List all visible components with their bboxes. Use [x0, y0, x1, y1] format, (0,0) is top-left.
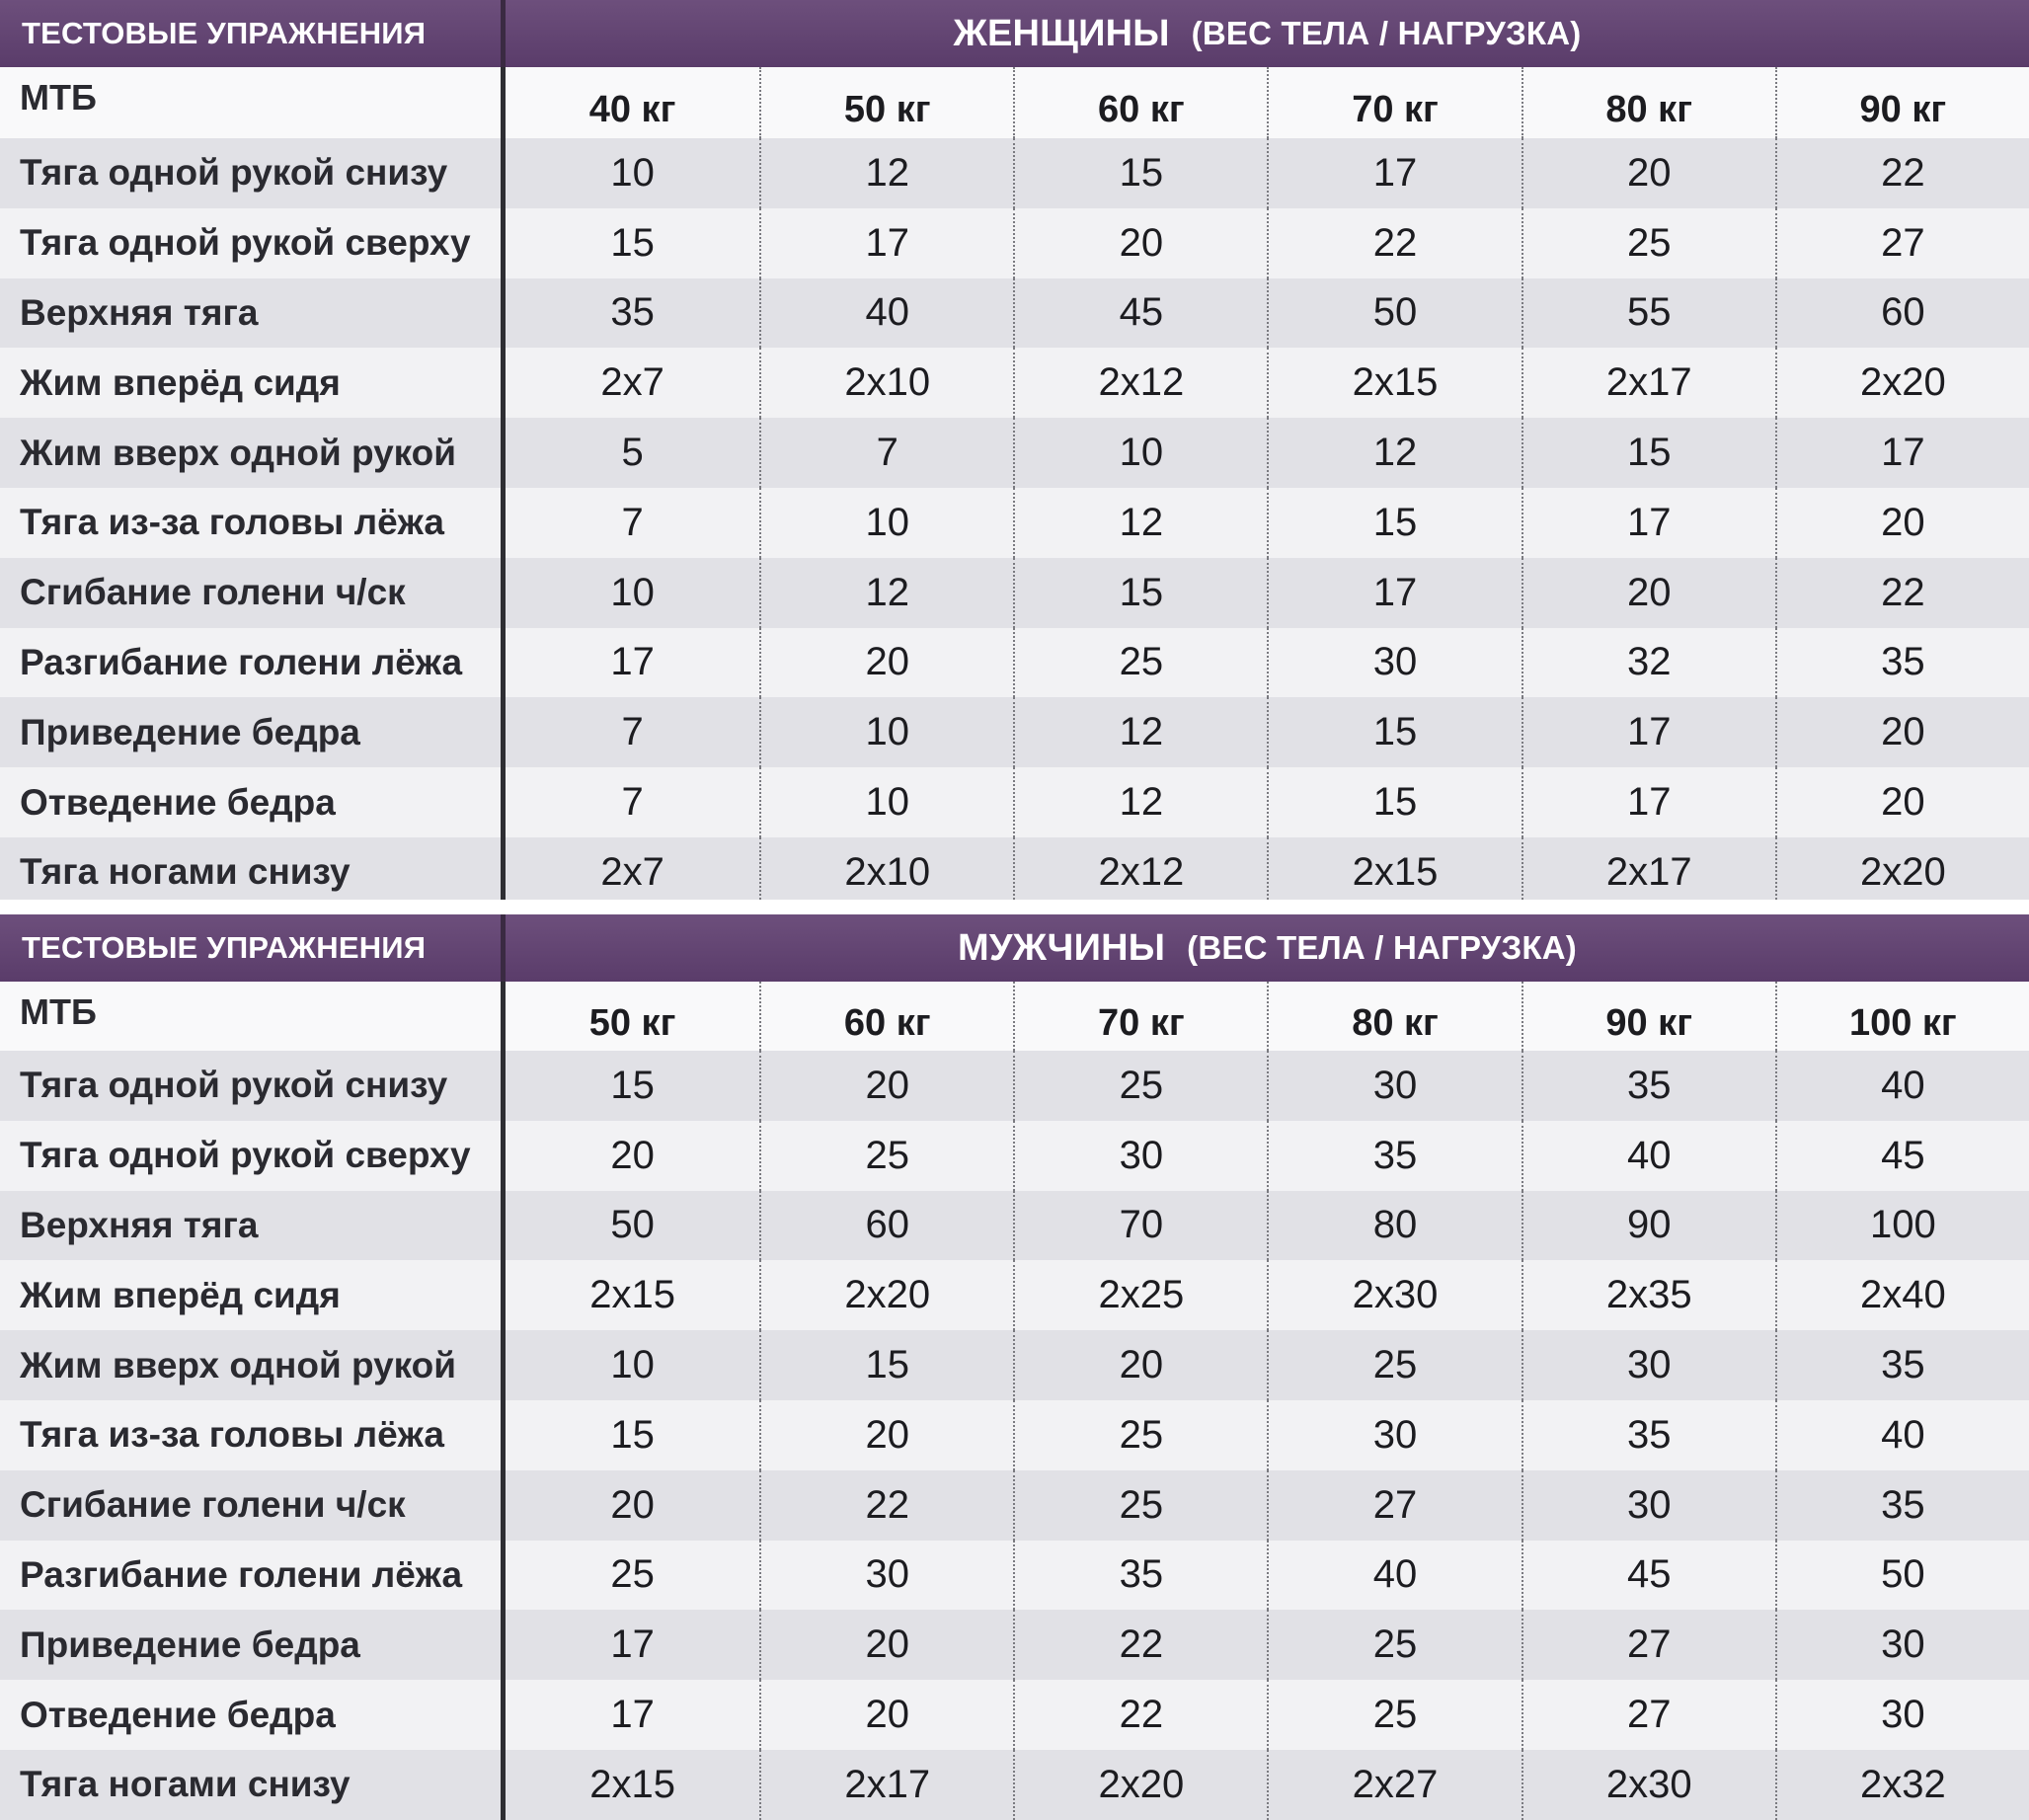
load-value-cell: 32 — [1522, 628, 1775, 698]
load-value-cell: 10 — [759, 697, 1013, 767]
load-value-cell: 45 — [1522, 1541, 1775, 1611]
load-value-cell: 2x30 — [1267, 1260, 1521, 1330]
load-value-cell: 40 — [759, 278, 1013, 349]
load-value-cell: 20 — [759, 628, 1013, 698]
load-value-cell: 50 — [1775, 1541, 2029, 1611]
exercise-label: Приведение бедра — [0, 1610, 506, 1680]
exercise-label: Жим вперёд сидя — [0, 1260, 506, 1330]
weight-column-header: 90 кг — [1522, 982, 1775, 1051]
load-value-cell: 55 — [1522, 278, 1775, 349]
load-value-cell: 7 — [506, 697, 759, 767]
weight-column-header: 90 кг — [1775, 67, 2029, 138]
load-value-cell: 15 — [759, 1330, 1013, 1400]
load-value-cell: 60 — [759, 1191, 1013, 1261]
load-value-cell: 45 — [1775, 1121, 2029, 1191]
exercise-label: Сгибание голени ч/ск — [0, 1470, 506, 1541]
load-value-cell: 12 — [759, 138, 1013, 208]
exercise-label: Сгибание голени ч/ск — [0, 558, 506, 628]
load-value-cell: 20 — [1775, 697, 2029, 767]
row-head-label: МТБ — [0, 982, 506, 1051]
load-value-cell: 40 — [1522, 1121, 1775, 1191]
load-value-cell: 12 — [1013, 488, 1267, 558]
men-load-table — [0, 914, 2029, 1820]
load-value-cell: 35 — [1775, 1470, 2029, 1541]
load-value-cell: 25 — [1013, 1400, 1267, 1470]
load-value-cell: 22 — [1013, 1610, 1267, 1680]
load-value-cell: 17 — [1522, 488, 1775, 558]
exercise-label: Разгибание голени лёжа — [0, 628, 506, 698]
weight-column-header: 60 кг — [759, 982, 1013, 1051]
load-value-cell: 22 — [1013, 1680, 1267, 1750]
load-value-cell: 2x20 — [1013, 1750, 1267, 1820]
load-value-cell: 12 — [1013, 767, 1267, 837]
weight-column-header: 80 кг — [1267, 982, 1521, 1051]
load-value-cell: 10 — [506, 558, 759, 628]
exercise-label: Отведение бедра — [0, 767, 506, 837]
load-value-cell: 50 — [1267, 278, 1521, 349]
load-value-cell: 2x27 — [1267, 1750, 1521, 1820]
load-value-cell: 2x15 — [1267, 837, 1521, 908]
load-value-cell: 12 — [1267, 418, 1521, 488]
weight-column-header: 80 кг — [1522, 67, 1775, 138]
load-value-cell: 25 — [506, 1541, 759, 1611]
load-value-cell: 90 — [1522, 1191, 1775, 1261]
load-value-cell: 20 — [759, 1051, 1013, 1121]
load-value-cell: 30 — [1522, 1470, 1775, 1541]
weight-column-header: 100 кг — [1775, 982, 2029, 1051]
exercise-label: Верхняя тяга — [0, 1191, 506, 1261]
load-value-cell: 2x7 — [506, 837, 759, 908]
exercise-label: Жим вверх одной рукой — [0, 1330, 506, 1400]
exercises-header: ТЕСТОВЫЕ УПРАЖНЕНИЯ — [0, 914, 506, 982]
exercise-label: Разгибание голени лёжа — [0, 1541, 506, 1611]
load-value-cell: 35 — [506, 278, 759, 349]
load-value-cell: 25 — [1267, 1680, 1521, 1750]
load-value-cell: 50 — [506, 1191, 759, 1261]
exercise-label: Тяга ногами снизу — [0, 1750, 506, 1820]
load-value-cell: 15 — [1522, 418, 1775, 488]
load-value-cell: 2x30 — [1522, 1750, 1775, 1820]
load-value-cell: 2x12 — [1013, 348, 1267, 418]
load-value-cell: 25 — [1013, 1051, 1267, 1121]
load-value-cell: 20 — [1775, 767, 2029, 837]
load-value-cell: 20 — [759, 1400, 1013, 1470]
load-value-cell: 60 — [1775, 278, 2029, 349]
load-value-cell: 30 — [1775, 1680, 2029, 1750]
gender-header — [506, 914, 2029, 982]
exercise-label: Отведение бедра — [0, 1680, 506, 1750]
load-value-cell: 25 — [1013, 1470, 1267, 1541]
load-value-cell: 10 — [506, 138, 759, 208]
load-value-cell: 40 — [1775, 1051, 2029, 1121]
load-value-cell: 17 — [1522, 697, 1775, 767]
load-value-cell: 2x17 — [1522, 837, 1775, 908]
load-value-cell: 27 — [1522, 1680, 1775, 1750]
gender-title: МУЖЧИНЫ — [957, 926, 1166, 969]
load-value-cell: 2x10 — [759, 348, 1013, 418]
exercises-header: ТЕСТОВЫЕ УПРАЖНЕНИЯ — [0, 0, 506, 67]
load-value-cell: 17 — [506, 628, 759, 698]
weight-column-header: 40 кг — [506, 67, 759, 138]
load-value-cell: 22 — [1775, 558, 2029, 628]
women-load-table — [0, 0, 2029, 908]
load-value-cell: 17 — [1267, 558, 1521, 628]
weight-column-header: 60 кг — [1013, 67, 1267, 138]
exercise-label: Приведение бедра — [0, 697, 506, 767]
load-value-cell: 30 — [759, 1541, 1013, 1611]
load-value-cell: 35 — [1522, 1051, 1775, 1121]
load-value-cell: 45 — [1013, 278, 1267, 349]
load-value-cell: 35 — [1267, 1121, 1521, 1191]
load-value-cell: 15 — [1267, 488, 1521, 558]
load-value-cell: 100 — [1775, 1191, 2029, 1261]
load-value-cell: 20 — [1775, 488, 2029, 558]
load-value-cell: 40 — [1267, 1541, 1521, 1611]
exercise-label: Тяга одной рукой сверху — [0, 208, 506, 278]
load-value-cell: 20 — [759, 1680, 1013, 1750]
load-value-cell: 2x15 — [506, 1260, 759, 1330]
load-value-cell: 17 — [1775, 418, 2029, 488]
load-value-cell: 2x20 — [1775, 348, 2029, 418]
exercise-label: Жим вверх одной рукой — [0, 418, 506, 488]
load-value-cell: 2x20 — [1775, 837, 2029, 908]
load-value-cell: 20 — [1013, 208, 1267, 278]
load-value-cell: 17 — [1267, 138, 1521, 208]
load-value-cell: 35 — [1775, 628, 2029, 698]
load-value-cell: 15 — [1267, 767, 1521, 837]
table-divider — [0, 900, 2029, 914]
load-value-cell: 17 — [506, 1610, 759, 1680]
load-value-cell: 2x17 — [1522, 348, 1775, 418]
load-value-cell: 20 — [1013, 1330, 1267, 1400]
load-value-cell: 12 — [759, 558, 1013, 628]
load-value-cell: 2x15 — [1267, 348, 1521, 418]
exercise-label: Тяга ногами снизу — [0, 837, 506, 908]
load-value-cell: 2x20 — [759, 1260, 1013, 1330]
weight-column-header: 70 кг — [1013, 982, 1267, 1051]
load-value-cell: 7 — [506, 488, 759, 558]
exercise-label: Тяга из-за головы лёжа — [0, 488, 506, 558]
load-value-cell: 25 — [1267, 1330, 1521, 1400]
load-value-cell: 15 — [1013, 138, 1267, 208]
load-value-cell: 17 — [1522, 767, 1775, 837]
load-value-cell: 10 — [506, 1330, 759, 1400]
gender-title: ЖЕНЩИНЫ — [953, 12, 1170, 54]
exercise-label: Тяга одной рукой снизу — [0, 138, 506, 208]
load-value-cell: 15 — [1267, 697, 1521, 767]
load-value-cell: 15 — [506, 208, 759, 278]
load-value-cell: 25 — [1267, 1610, 1521, 1680]
load-value-cell: 2x32 — [1775, 1750, 2029, 1820]
load-value-cell: 70 — [1013, 1191, 1267, 1261]
gender-subtitle: (ВЕС ТЕЛА / НАГРУЗКА) — [1187, 929, 1577, 966]
load-value-cell: 10 — [759, 767, 1013, 837]
exercise-label: Тяга одной рукой снизу — [0, 1051, 506, 1121]
load-value-cell: 2x12 — [1013, 837, 1267, 908]
load-value-cell: 10 — [759, 488, 1013, 558]
load-value-cell: 80 — [1267, 1191, 1521, 1261]
gender-subtitle: (ВЕС ТЕЛА / НАГРУЗКА) — [1191, 15, 1582, 51]
load-value-cell: 15 — [506, 1051, 759, 1121]
load-value-cell: 20 — [1522, 138, 1775, 208]
load-value-cell: 30 — [1267, 1400, 1521, 1470]
load-value-cell: 30 — [1775, 1610, 2029, 1680]
weight-column-header: 50 кг — [759, 67, 1013, 138]
load-value-cell: 2x40 — [1775, 1260, 2029, 1330]
load-value-cell: 20 — [759, 1610, 1013, 1680]
load-value-cell: 25 — [1013, 628, 1267, 698]
load-value-cell: 30 — [1522, 1330, 1775, 1400]
load-value-cell: 7 — [759, 418, 1013, 488]
load-value-cell: 5 — [506, 418, 759, 488]
load-value-cell: 15 — [1013, 558, 1267, 628]
load-value-cell: 17 — [506, 1680, 759, 1750]
load-value-cell: 27 — [1267, 1470, 1521, 1541]
exercise-label: Жим вперёд сидя — [0, 348, 506, 418]
load-value-cell: 2x15 — [506, 1750, 759, 1820]
load-value-cell: 25 — [759, 1121, 1013, 1191]
load-value-cell: 40 — [1775, 1400, 2029, 1470]
load-value-cell: 2x10 — [759, 837, 1013, 908]
load-value-cell: 10 — [1013, 418, 1267, 488]
load-value-cell: 35 — [1013, 1541, 1267, 1611]
gender-header — [506, 0, 2029, 67]
load-value-cell: 7 — [506, 767, 759, 837]
load-value-cell: 27 — [1775, 208, 2029, 278]
load-value-cell: 20 — [506, 1470, 759, 1541]
load-value-cell: 20 — [506, 1121, 759, 1191]
load-value-cell: 22 — [1775, 138, 2029, 208]
load-value-cell: 15 — [506, 1400, 759, 1470]
weight-column-header: 70 кг — [1267, 67, 1521, 138]
load-value-cell: 2x7 — [506, 348, 759, 418]
exercise-label: Верхняя тяга — [0, 278, 506, 349]
load-value-cell: 35 — [1775, 1330, 2029, 1400]
load-value-cell: 22 — [759, 1470, 1013, 1541]
load-value-cell: 2x25 — [1013, 1260, 1267, 1330]
exercise-label: Тяга одной рукой сверху — [0, 1121, 506, 1191]
load-value-cell: 27 — [1522, 1610, 1775, 1680]
load-value-cell: 2x17 — [759, 1750, 1013, 1820]
load-value-cell: 20 — [1522, 558, 1775, 628]
load-value-cell: 30 — [1267, 628, 1521, 698]
load-value-cell: 12 — [1013, 697, 1267, 767]
load-value-cell: 17 — [759, 208, 1013, 278]
weight-column-header: 50 кг — [506, 982, 759, 1051]
row-head-label: МТБ — [0, 67, 506, 138]
load-value-cell: 35 — [1522, 1400, 1775, 1470]
load-value-cell: 22 — [1267, 208, 1521, 278]
load-value-cell: 30 — [1013, 1121, 1267, 1191]
load-value-cell: 25 — [1522, 208, 1775, 278]
exercise-label: Тяга из-за головы лёжа — [0, 1400, 506, 1470]
load-value-cell: 30 — [1267, 1051, 1521, 1121]
load-value-cell: 2x35 — [1522, 1260, 1775, 1330]
